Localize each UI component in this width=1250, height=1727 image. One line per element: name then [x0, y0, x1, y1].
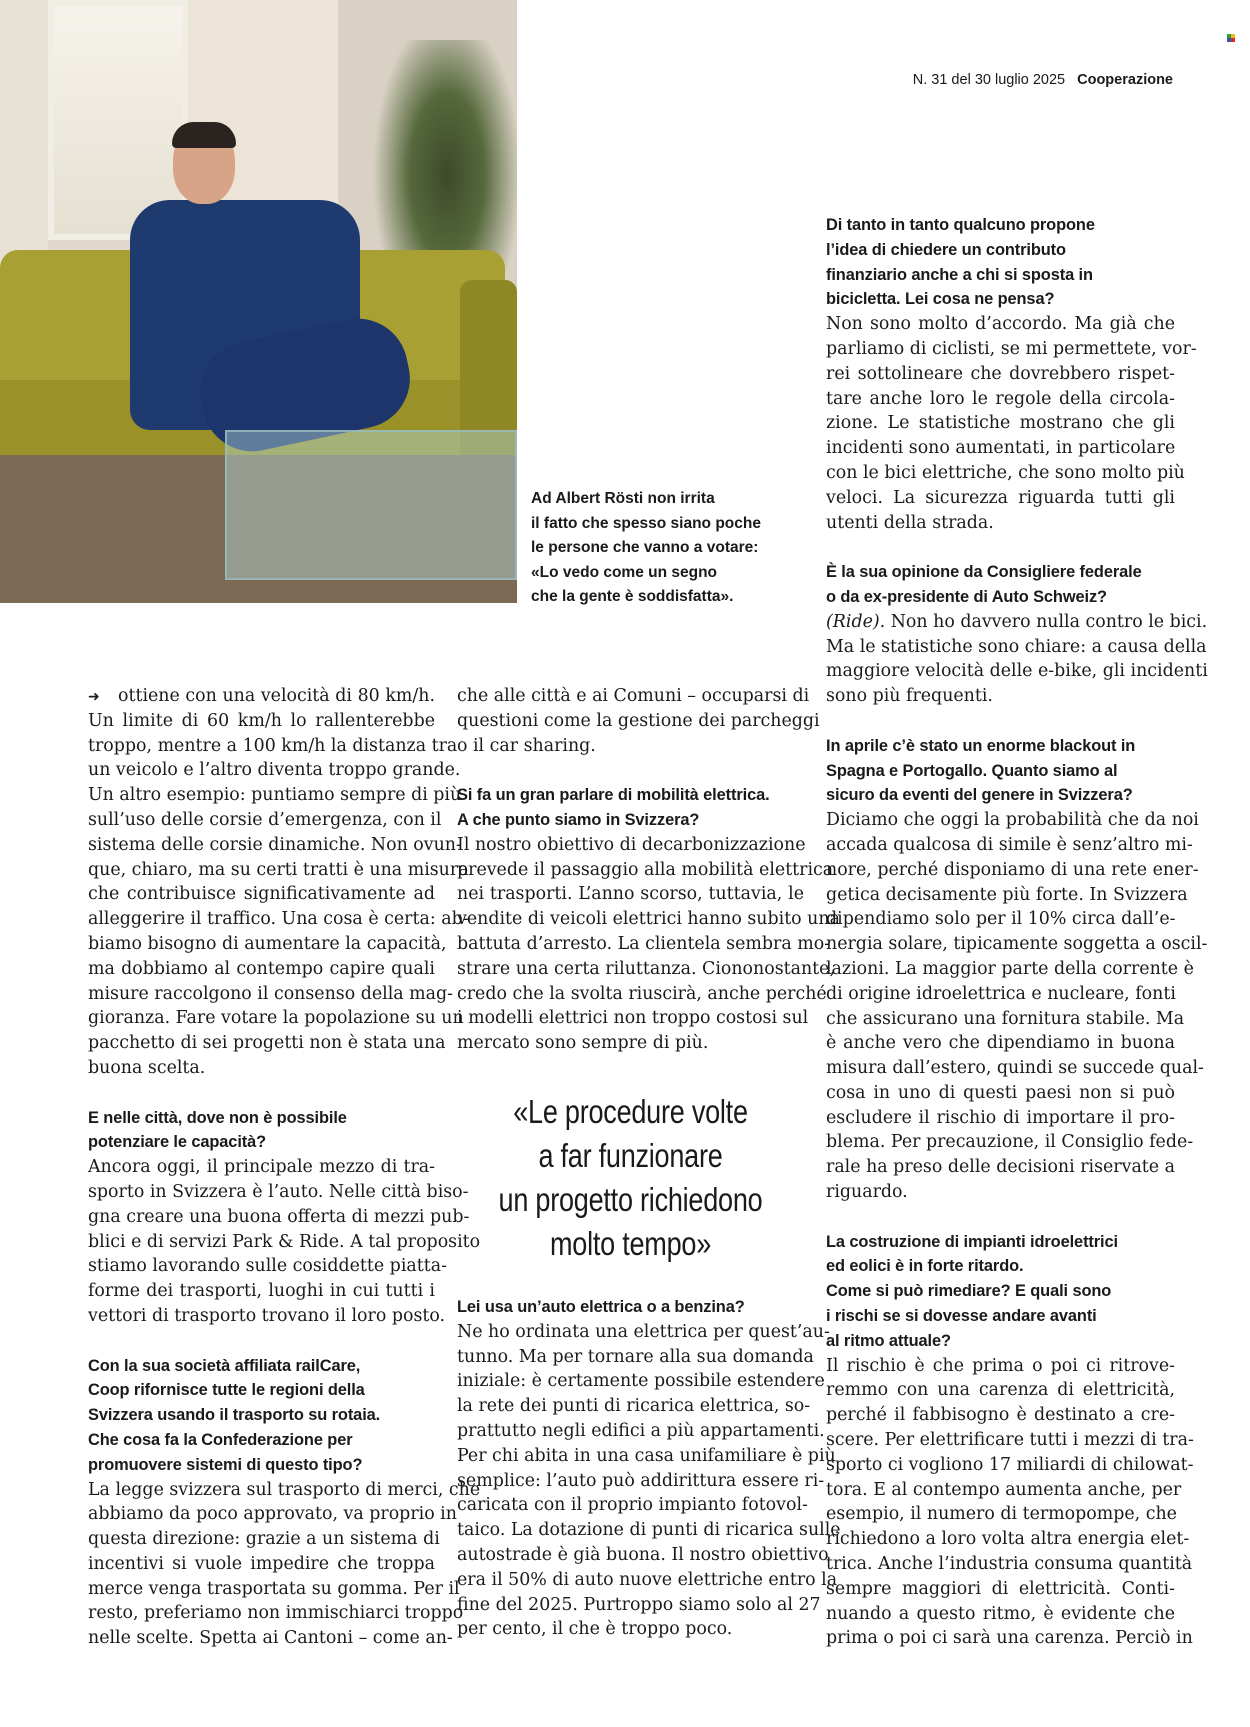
- question-line: Come si può rimediare? E quali sono: [826, 1282, 1112, 1301]
- body-text-line: nei trasporti. L’anno scorso, tuttavia, le: [457, 884, 804, 905]
- body-text-line: rale ha preso delle decisioni riservate a: [826, 1157, 1175, 1178]
- color-registration-mark: [1227, 34, 1235, 42]
- body-text-line: incidenti sono aumentati, in particolare: [826, 438, 1176, 459]
- body-text-line: la rete dei punti di ricarica elettrica, so-: [457, 1396, 811, 1417]
- body-text-line: Un altro esempio: puntiamo sempre di più: [88, 785, 462, 806]
- issue-date: N. 31 del 30 luglio 2025: [912, 72, 1066, 88]
- body-text-line: escludere il rischio di importare il pro-: [826, 1107, 1175, 1128]
- answer-line-text: Non ho davvero nulla contro le bici.: [885, 611, 1208, 632]
- body-text-line: o il car sharing.: [457, 735, 596, 756]
- body-text-line: dipendiamo solo per il 10% circa dall’e-: [826, 909, 1176, 930]
- body-text-line: sull’uso delle corsie d’emergenza, con il: [88, 809, 442, 830]
- question-line: Si fa un gran parlare di mobilità elettrica.: [457, 786, 770, 805]
- column-2: [457, 684, 840, 1056]
- pull-quote: [488, 1090, 773, 1266]
- body-text-line: che contribuisce significativamente ad: [88, 884, 435, 905]
- body-text-line: rei sottolineare che dovrebbero rispet-: [826, 363, 1175, 384]
- body-text-line: accada qualcosa di simile è senz’altro mi-: [826, 834, 1193, 855]
- body-text-line: biamo bisogno di aumentare la capacità,: [88, 933, 447, 954]
- body-text-line: che assicurano una fornitura stabile. Ma: [826, 1008, 1185, 1029]
- body-text-line: caricata con il proprio impianto fotovol-: [457, 1495, 808, 1516]
- body-text-line: merce venga trasportata su gomma. Per il: [88, 1578, 460, 1599]
- body-text-line: ma dobbiamo al contempo capire quali: [88, 958, 435, 979]
- body-text-line: sporto ci vogliono 17 miliardi di chilowat-: [826, 1454, 1194, 1475]
- answer-line-first: [826, 610, 1208, 635]
- body-text-line: questa direzione: grazie a un sistema di: [88, 1529, 440, 1550]
- body-text-line: è anche vero che dipendiamo in buona: [826, 1033, 1175, 1054]
- body-text-line: nergia solare, tipicamente soggetta a oscil-: [826, 934, 1208, 955]
- body-text-line: zione. Le statistiche mostrano che gli: [826, 413, 1175, 434]
- body-text-line: tare anche loro le regole della circola-: [826, 388, 1175, 409]
- publication-name: Cooperazione: [1077, 72, 1173, 88]
- body-text-line: trica. Anche l’industria consuma quantità: [826, 1554, 1193, 1575]
- body-text-line: vendite di veicoli elettrici hanno subito una: [457, 909, 840, 930]
- question-line: l’idea di chiedere un contributo: [826, 240, 1066, 259]
- body-text-line: Il rischio è che prima o poi ci ritrove-: [826, 1355, 1175, 1376]
- pull-quote-line: un progetto richiedono: [498, 1181, 763, 1218]
- body-text-line: Per chi abita in una casa unifamiliare è più: [457, 1445, 836, 1466]
- body-text-line: nore, perché disponiamo di una rete ener-: [826, 859, 1199, 880]
- continuation-arrow-icon: ➜: [88, 689, 100, 705]
- body-text-line: misura dall’estero, quindi se succede qual-: [826, 1058, 1204, 1079]
- laugh-note: (Ride).: [826, 611, 886, 632]
- caption-line: che la gente è soddisfatta».: [531, 588, 734, 605]
- column-2-lower: [457, 1295, 841, 1642]
- body-text-line: Ma le statistiche sono chiare: a causa della: [826, 636, 1207, 657]
- column-1: [88, 684, 481, 1651]
- body-text-line: que, chiaro, ma su certi tratti è una misura: [88, 859, 469, 880]
- body-text-line: troppo, mentre a 100 km/h la distanza tra: [88, 735, 458, 756]
- photo-glass-table: [225, 430, 517, 580]
- body-text-line: remmo con una carenza di elettricità,: [826, 1380, 1175, 1401]
- question-line: promuovere sistemi di questo tipo?: [88, 1455, 363, 1474]
- body-text-line: parliamo di ciclisti, se mi permettete, vor-: [826, 338, 1197, 359]
- body-text-line: gioranza. Fare votare la popolazione su un: [88, 1008, 464, 1029]
- body-text-line: incentivi si vuole impedire che troppa: [88, 1553, 435, 1574]
- question-line: finanziario anche a chi si sposta in: [826, 265, 1093, 284]
- body-text-line: lazioni. La maggior parte della corrente è: [826, 958, 1194, 979]
- body-text-line: questioni come la gestione dei parcheggi: [457, 710, 820, 731]
- caption-line: Ad Albert Rösti non irrita: [531, 490, 715, 507]
- body-text-line: sporto in Svizzera è l’auto. Nelle città biso-: [88, 1181, 469, 1202]
- lead-line: [88, 684, 435, 709]
- body-text-line: tunno. Ma per tornare alla sua domanda: [457, 1346, 814, 1367]
- question-line: i rischi se si dovesse andare avanti: [826, 1307, 1097, 1326]
- mark-red: [1231, 38, 1235, 42]
- body-text-line: iniziale: è certamente possibile estendere: [457, 1371, 825, 1392]
- body-text-line: Ne ho ordinata una elettrica per quest’au-: [457, 1321, 830, 1342]
- body-text-line: buona scelta.: [88, 1057, 206, 1078]
- body-text-line: forme dei trasporti, luoghi in cui tutti i: [88, 1281, 435, 1302]
- body-text-line: semplice: l’auto può addirittura essere ri-: [457, 1470, 825, 1491]
- question-line: E nelle città, dove non è possibile: [88, 1108, 347, 1127]
- body-text-line: stiamo lavorando sulle cosiddette piatta-: [88, 1256, 447, 1277]
- body-text-line: battuta d’arresto. La clientela sembra mo-: [457, 933, 831, 954]
- question-line: In aprile c’è stato un enorme blackout in: [826, 736, 1136, 755]
- body-text-line: sempre maggiori di elettricità. Conti-: [826, 1578, 1175, 1599]
- body-text-line: nuando a questo ritmo, è evidente che: [826, 1603, 1175, 1624]
- question-line: A che punto siamo in Svizzera?: [457, 810, 700, 829]
- pull-quote-line: a far funzionare: [538, 1137, 723, 1174]
- question-line: Coop rifornisce tutte le regioni della: [88, 1381, 365, 1400]
- caption-line: il fatto che spesso siano poche: [531, 514, 761, 532]
- question-line: al ritmo attuale?: [826, 1331, 951, 1350]
- body-text-line: un veicolo e l’altro diventa troppo grande.: [88, 760, 461, 781]
- question-line: Che cosa fa la Confederazione per: [88, 1430, 353, 1449]
- body-text-line: Un limite di 60 km/h lo rallenterebbe: [88, 710, 435, 731]
- caption-line: «Lo vedo come un segno: [531, 563, 718, 581]
- body-text-line: prima o poi ci sarà una carenza. Perciò in: [826, 1628, 1193, 1649]
- question-line: Svizzera usando il trasporto su rotaia.: [88, 1406, 381, 1425]
- body-text-line: fine del 2025. Purtroppo siamo solo al 27: [457, 1594, 821, 1615]
- lead-text: ottiene con una velocità di 80 km/h.: [118, 686, 435, 706]
- body-text-line: abbiamo da poco approvato, va proprio in: [88, 1504, 457, 1525]
- page-header: [913, 72, 1173, 88]
- body-text-line: Il nostro obiettivo di decarbonizzazione: [457, 834, 806, 855]
- body-text-line: strare una certa riluttanza. Ciononostante,: [457, 958, 835, 979]
- body-text-line: prattutto negli edifici a più appartamenti.: [457, 1420, 825, 1441]
- body-text-line: nelle scelte. Spetta ai Cantoni – come an-: [88, 1628, 453, 1649]
- body-text-line: autostrade è già buona. Il nostro obiettivo: [457, 1544, 829, 1565]
- body-text-line: mercato sono sempre di più.: [457, 1033, 709, 1054]
- body-text-line: resto, preferiamo non immischiarci troppo: [88, 1603, 464, 1624]
- question-line: potenziare le capacità?: [88, 1133, 267, 1152]
- body-text-line: blici e di servizi Park & Ride. A tal proposito: [88, 1231, 481, 1252]
- caption-line: le persone che vanno a votare:: [531, 539, 759, 556]
- body-text-line: utenti della strada.: [826, 512, 994, 533]
- body-text-line: Ancora oggi, il principale mezzo di tra-: [88, 1157, 435, 1178]
- body-text-line: credo che la svolta riuscirà, anche perché: [457, 983, 827, 1004]
- body-text-line: maggiore velocità delle e-bike, gli incidenti: [826, 661, 1208, 682]
- body-text-line: taico. La dotazione di punti di ricarica sulle: [457, 1520, 841, 1541]
- body-text-line: che alle città e ai Comuni – occuparsi di: [457, 686, 810, 706]
- question-line: Di tanto in tanto qualcuno propone: [826, 216, 1095, 234]
- photo-person-hair: [172, 122, 236, 148]
- body-text-line: vettori di trasporto trovano il loro posto.: [88, 1305, 446, 1326]
- photo-caption: [531, 487, 791, 610]
- body-text-line: gna creare una buona offerta di mezzi pub-: [88, 1206, 470, 1227]
- question-line: o da ex-presidente di Auto Schweiz?: [826, 587, 1107, 606]
- body-text-line: veloci. La sicurezza riguarda tutti gli: [826, 487, 1175, 508]
- question-line: Lei usa un’auto elettrica o a benzina?: [457, 1298, 745, 1316]
- body-text-line: i modelli elettrici non troppo costosi sul: [457, 1008, 809, 1029]
- question-line: Spagna e Portogallo. Quanto siamo al: [826, 761, 1118, 780]
- body-text-line: alleggerire il traffico. Una cosa è certa: ab-: [88, 909, 469, 930]
- body-text-line: di origine idroelettrica e nucleare, fonti: [826, 983, 1176, 1004]
- pull-quote-line: «Le procedure volte: [513, 1093, 748, 1130]
- body-text-line: getica decisamente più forte. In Svizzera: [826, 884, 1188, 905]
- body-text-line: Non sono molto d’accordo. Ma già che: [826, 314, 1175, 335]
- body-text-line: con le bici elettriche, che sono molto più: [826, 462, 1185, 483]
- article-photo: [0, 0, 517, 603]
- question-line: Con la sua società affiliata railCare,: [88, 1356, 361, 1375]
- body-text-line: esempio, il numero di termopompe, che: [826, 1504, 1177, 1525]
- body-text-line: riguardo.: [826, 1182, 908, 1203]
- body-text-line: per cento, il che è troppo poco.: [457, 1619, 733, 1640]
- column-3: [826, 213, 1208, 1651]
- body-text-line: era il 50% di auto nuove elettriche entro la: [457, 1569, 838, 1590]
- body-text-line: Diciamo che oggi la probabilità che da noi: [826, 810, 1199, 831]
- question-line: bicicletta. Lei cosa ne pensa?: [826, 290, 1055, 309]
- body-text-line: cosa in uno di questi paesi non si può: [826, 1082, 1175, 1103]
- question-line: sicuro da eventi del genere in Svizzera?: [826, 786, 1133, 805]
- pull-quote-line: molto tempo»: [549, 1225, 712, 1262]
- body-text-line: misure raccolgono il consenso della mag-: [88, 983, 454, 1004]
- body-text-line: richiedono a loro volta altra energia elet-: [826, 1529, 1190, 1550]
- body-text-line: perché il fabbisogno è destinato a cre-: [826, 1405, 1175, 1426]
- body-text-line: blema. Per precauzione, il Consiglio fede-: [826, 1132, 1194, 1153]
- body-text-line: sistema delle corsie dinamiche. Non ovun-: [88, 834, 462, 855]
- question-line: È la sua opinione da Consigliere federale: [826, 563, 1142, 582]
- body-text-line: sono più frequenti.: [826, 686, 993, 707]
- body-text-line: La legge svizzera sul trasporto di merci, che: [88, 1479, 481, 1500]
- photo-curtain: [0, 0, 48, 270]
- body-text-line: scere. Per elettrificare tutti i mezzi di tra-: [826, 1430, 1194, 1451]
- body-text-line: prevede il passaggio alla mobilità elettrica: [457, 859, 834, 880]
- body-text-line: tora. E al contempo aumenta anche, per: [826, 1479, 1182, 1500]
- body-text-line: pacchetto di sei progetti non è stata una: [88, 1033, 446, 1054]
- question-line: La costruzione di impianti idroelettrici: [826, 1232, 1118, 1251]
- question-line: ed eolici è in forte ritardo.: [826, 1257, 1024, 1276]
